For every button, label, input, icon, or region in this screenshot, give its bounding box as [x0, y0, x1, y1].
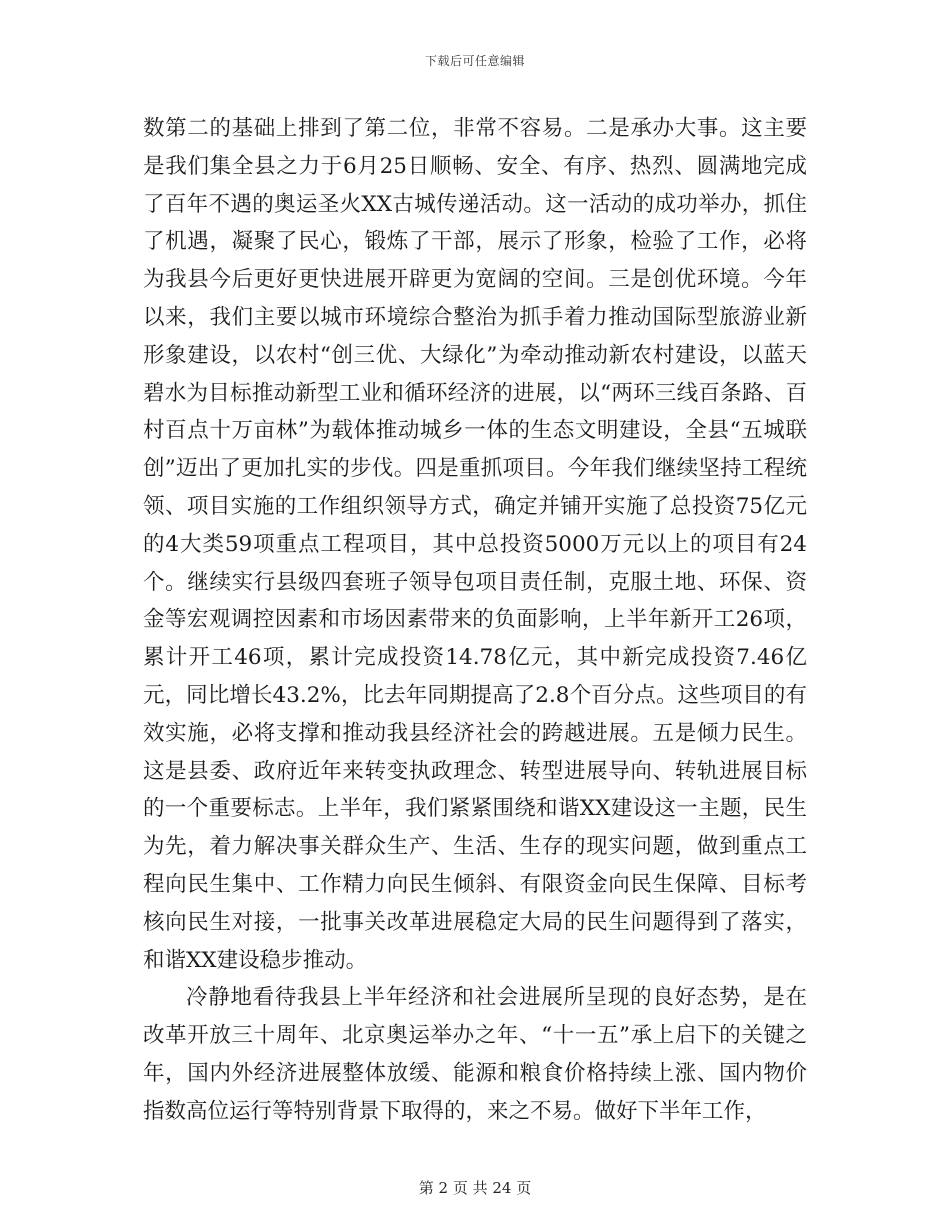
page-header: 下载后可任意编辑	[424, 54, 525, 68]
paragraph-continued: 数第二的基础上排到了第二位，非常不容易。二是承办大事。这主要是我们集全县之力于6月25日顺畅、安全、有序、热烈、圆满地完成了百年不遇的奥运圣火XX古城传递活动。这一活动的成功举办，抓住了机遇，凝聚了民心，锻炼了干部，展示了形象，检验了工作，必将为我县今后更好更快进展开辟更为宽阔的空间。三是创优环境。今年以来，我们主要以城市环境综合整治为抓手着力推动国际型旅游业新形象建设，以农村“创三优、大绿化”为牵动推动新农村建设，以蓝天碧水为目标推动新型工业和循环经济的进展，以“两环三线百条路、百村百点十万亩林”为载体推动城乡一体的生态文明建设，全县“五城联创”迈出了更加扎实的步伐。四是重抓项目。今年我们继续坚持工程统领、项目实施的工作组织领导方式，确定并铺开实施了总投资75亿元的4大类59项重点工程项目，其中总投资5000万元以上的项目有24个。继续实行县级四套班子领导包项目责任制，克服土地、环保、资金等宏观调控因素和市场因素带来的负面影响，上半年新开工26项，累计开工46项，累计完成投资14.78亿元，其中新完成投资7.46亿元，同比增长43.2%，比去年同期提高了2.8个百分点。这些项目的有效实施，必将支撑和推动我县经济社会的跨越进展。五是倾力民生。这是县委、政府近年来转变执政理念、转型进展导向、转轨进展目标的一个重要标志。上半年，我们紧紧围绕和谐XX建设这一主题，民生为先，着力解决事关群众生产、生活、生存的现实问题，做到重点工程向民生集中、工作精力向民生倾斜、有限资金向民生保障、目标考核向民生对接，一批事关改革进展稳定大局的民生问题得到了落实，和谐XX建设稳步推动。	[143, 116, 807, 973]
page-footer-number: 第 2 页 共 24 页	[418, 1179, 532, 1197]
paragraph: 冷静地看待我县上半年经济和社会进展所呈现的良好态势，是在改革开放三十周年、北京奥运举办之年、“十一五”承上启下的关键之年，国内外经济进展整体放缓、能源和粮食价格持续上涨、国内物价指数高位运行等特别背景下取得的，来之不易。做好下半年工作，	[143, 985, 807, 1124]
document-body	[143, 110, 807, 1131]
